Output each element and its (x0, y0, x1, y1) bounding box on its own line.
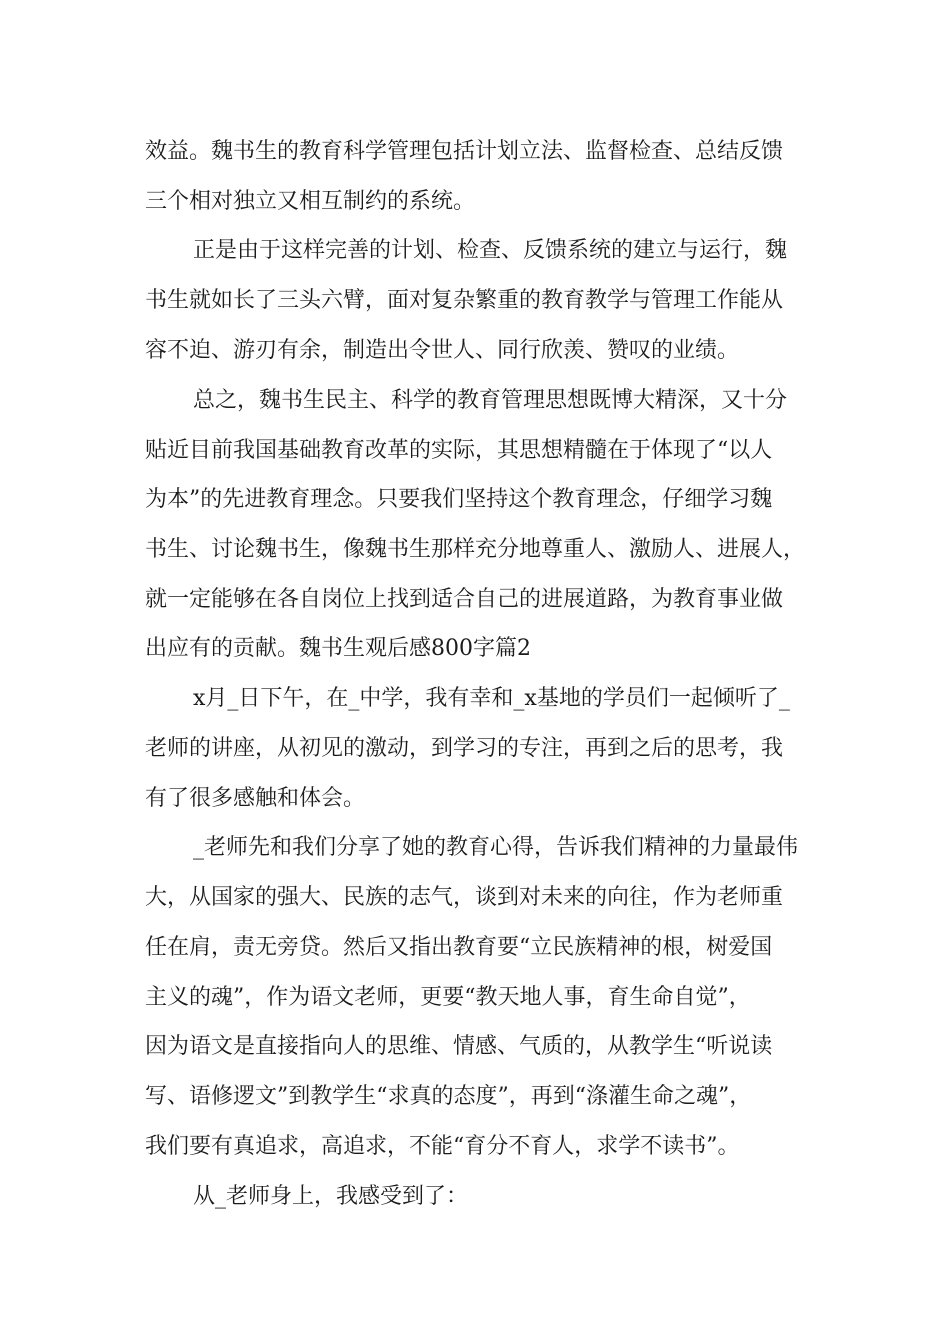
text-line: 书生、讨论魏书生，像魏书生那样充分地尊重人、激励人、进展人， (145, 537, 806, 562)
text-line: 我们要有真追求，高追求，不能“育分不育人，求学不读书”。 (145, 1134, 740, 1159)
paragraph-first-line: _老师先和我们分享了她的教育心得，告诉我们精神的力量最伟 (193, 835, 799, 860)
text-line: 贴近目前我国基础教育改革的实际，其思想精髓在于体现了“以人 (145, 438, 773, 463)
text-line: 出应有的贡献。魏书生观后感800字篇2 (145, 636, 531, 661)
text-line: 就一定能够在各自岗位上找到适合自己的进展道路，为教育事业做 (145, 587, 784, 612)
text-line: 效益。魏书生的教育科学管理包括计划立法、监督检查、总结反馈 (145, 139, 784, 164)
text-line: 主义的魂”，作为语文老师，更要“教天地人事，育生命自觉”， (145, 985, 751, 1010)
text-line: 书生就如长了三头六臂，面对复杂繁重的教育教学与管理工作能从 (145, 288, 784, 313)
text-line: 容不迫、游刃有余，制造出令世人、同行欣羡、赞叹的业绩。 (145, 338, 740, 363)
text-line: 有了很多感触和体会。 (145, 786, 366, 811)
text-line: 因为语文是直接指向人的思维、情感、气质的，从教学生“听说读 (145, 1034, 773, 1059)
text-line: 任在肩，责无旁贷。然后又指出教育要“立民族精神的根，树爱国 (145, 935, 773, 960)
paragraph-first-line: 总之，魏书生民主、科学的教育管理思想既博大精深，又十分 (193, 388, 788, 413)
text-line: 大，从国家的强大、民族的志气，谈到对未来的向往，作为老师重 (145, 885, 784, 910)
text-line: 老师的讲座，从初见的激动，到学习的专注，再到之后的思考，我 (145, 736, 784, 761)
text-line: 为本”的先进教育理念。只要我们坚持这个教育理念，仔细学习魏 (145, 487, 773, 512)
text-line: 三个相对独立又相互制约的系统。 (145, 189, 476, 214)
paragraph-first-line: x月_日下午，在_中学，我有幸和_x基地的学员们一起倾听了_ (193, 686, 790, 711)
paragraph-first-line: 正是由于这样完善的计划、检查、反馈系统的建立与运行，魏 (193, 238, 788, 263)
paragraph-first-line: 从_老师身上，我感受到了： (193, 1184, 469, 1209)
text-line: 写、语修逻文”到教学生“求真的态度”，再到“涤灌生命之魂”， (145, 1084, 752, 1109)
